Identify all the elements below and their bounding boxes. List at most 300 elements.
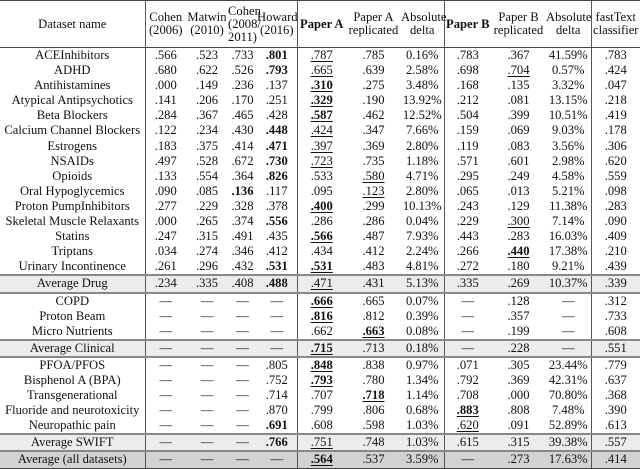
table-row	[0, 169, 640, 184]
value-cell	[228, 293, 257, 309]
cell-value: .531	[265, 259, 288, 274]
cell-value: —	[159, 340, 173, 355]
cell-value: 5.21%	[551, 183, 585, 198]
value-cell	[297, 293, 346, 309]
cell-value: .566	[310, 229, 333, 244]
value-cell	[491, 309, 546, 324]
value-cell	[186, 78, 228, 93]
value-cell	[145, 63, 186, 78]
cell-value: .708	[456, 388, 479, 403]
cell-value: —	[236, 403, 249, 418]
value-cell	[491, 199, 546, 214]
cell-value: .718	[362, 388, 385, 403]
value-cell	[546, 139, 591, 154]
dataset-name: ACEInhibitors	[35, 48, 110, 62]
table-row	[0, 123, 640, 138]
value-cell	[546, 340, 591, 357]
cell-value: .234	[195, 123, 219, 138]
value-cell	[257, 388, 297, 403]
value-cell	[591, 244, 640, 259]
value-cell	[346, 123, 401, 138]
value-cell	[491, 139, 546, 154]
cell-value: 2.80%	[405, 183, 439, 198]
cell-value: —	[159, 403, 173, 418]
value-cell	[591, 169, 640, 184]
value-cell	[346, 259, 401, 275]
value-cell	[444, 451, 491, 468]
table-row	[0, 63, 640, 78]
value-cell	[591, 108, 640, 123]
dataset-name: Transgenerational	[27, 388, 118, 403]
dataset-name-cell	[0, 324, 145, 340]
cell-value: 10.37%	[548, 276, 588, 291]
cell-value: .556	[265, 214, 288, 229]
cell-value: .707	[310, 388, 333, 403]
value-cell	[444, 123, 491, 138]
value-cell	[491, 357, 546, 373]
cell-value: .564	[310, 452, 333, 467]
value-cell	[546, 184, 591, 199]
value-cell	[228, 78, 257, 93]
value-cell	[186, 154, 228, 169]
cell-value: .364	[231, 168, 254, 183]
value-cell	[228, 324, 257, 340]
dataset-name-cell	[0, 434, 145, 451]
value-cell	[297, 403, 346, 418]
cell-value: —	[461, 308, 475, 323]
cell-value: 70.80%	[548, 388, 588, 403]
value-cell	[346, 108, 401, 123]
value-cell	[546, 78, 591, 93]
value-cell	[346, 244, 401, 259]
value-cell	[145, 418, 186, 434]
cell-value: .133	[154, 168, 177, 183]
cell-value: .295	[456, 168, 479, 183]
value-cell	[145, 214, 186, 229]
value-cell	[491, 229, 546, 244]
cell-value: —	[270, 308, 284, 323]
table-row	[0, 229, 640, 244]
cell-value: .369	[362, 138, 385, 153]
cell-value: .838	[362, 357, 385, 372]
value-cell	[346, 309, 401, 324]
value-cell	[145, 184, 186, 199]
cell-value: 3.56%	[551, 138, 585, 153]
value-cell	[401, 388, 444, 403]
cell-value: .448	[265, 123, 288, 138]
dataset-name: Opioids	[52, 168, 93, 183]
cell-value: .135	[507, 78, 530, 93]
cell-value: 3.48%	[405, 78, 439, 93]
cell-value: .713	[362, 340, 385, 355]
cell-value: —	[236, 435, 249, 450]
cell-value: .249	[507, 168, 530, 183]
cell-value: 12.52%	[402, 108, 442, 123]
value-cell	[444, 154, 491, 169]
value-cell	[444, 214, 491, 229]
value-cell	[591, 48, 640, 64]
table-row	[0, 108, 640, 123]
cell-value: 16.03%	[548, 229, 588, 244]
cell-value: .531	[310, 259, 333, 274]
cell-value: .698	[456, 63, 479, 78]
value-cell	[186, 418, 228, 434]
table-row	[0, 48, 640, 64]
value-cell	[257, 48, 297, 64]
value-cell	[228, 388, 257, 403]
value-cell	[401, 357, 444, 373]
value-cell	[546, 259, 591, 275]
value-cell	[186, 48, 228, 64]
value-cell	[444, 388, 491, 403]
value-cell	[257, 214, 297, 229]
cell-value: .315	[195, 229, 219, 244]
value-cell	[346, 78, 401, 93]
cell-value: .390	[604, 403, 627, 418]
value-cell	[145, 48, 186, 64]
value-cell	[401, 199, 444, 214]
value-cell	[186, 184, 228, 199]
value-cell	[491, 451, 546, 468]
cell-value: —	[236, 357, 249, 372]
cell-value: .069	[507, 123, 530, 138]
cell-value: .229	[195, 198, 219, 213]
value-cell	[546, 93, 591, 108]
table-row	[0, 244, 640, 259]
value-cell	[546, 244, 591, 259]
value-cell	[546, 388, 591, 403]
value-cell	[591, 451, 640, 468]
cell-value: .412	[362, 244, 385, 259]
value-cell	[186, 139, 228, 154]
cell-value: .137	[265, 78, 288, 93]
value-cell	[297, 139, 346, 154]
value-cell	[491, 214, 546, 229]
value-cell	[145, 93, 186, 108]
cell-value: .098	[604, 183, 627, 198]
value-cell	[546, 434, 591, 451]
value-cell	[444, 434, 491, 451]
cell-value: .312	[604, 293, 627, 308]
cell-value: .128	[507, 293, 530, 308]
cell-value: .805	[265, 357, 288, 372]
cell-value: —	[236, 323, 249, 338]
table-row	[0, 199, 640, 214]
table-row	[0, 324, 640, 340]
cell-value: .277	[154, 198, 177, 213]
value-cell	[186, 214, 228, 229]
dataset-name-cell	[0, 418, 145, 434]
value-cell	[228, 108, 257, 123]
cell-value: 7.48%	[551, 403, 585, 418]
header-row	[0, 1, 640, 48]
cell-value: .537	[362, 452, 385, 467]
cell-value: —	[270, 323, 284, 338]
dataset-name: ADHD	[54, 63, 91, 78]
cell-value: .369	[507, 372, 530, 387]
value-cell	[186, 324, 228, 340]
cell-value: 0.16%	[405, 48, 439, 62]
cell-value: .300	[507, 214, 530, 229]
cell-value: 0.68%	[405, 403, 439, 418]
dataset-name: Average SWIFT	[30, 435, 114, 450]
value-cell	[591, 324, 640, 340]
dataset-name-cell	[0, 78, 145, 93]
cell-value: 0.57%	[551, 63, 585, 78]
table-row	[0, 373, 640, 388]
value-cell	[401, 214, 444, 229]
value-cell	[591, 434, 640, 451]
dataset-name: NSAIDs	[50, 153, 94, 168]
value-cell	[145, 199, 186, 214]
value-cell	[401, 169, 444, 184]
value-cell	[591, 275, 640, 292]
cell-value: —	[200, 418, 214, 433]
cell-value: 11.38%	[549, 198, 588, 213]
cell-value: 7.93%	[405, 229, 439, 244]
value-cell	[401, 229, 444, 244]
cell-value: .347	[362, 123, 385, 138]
value-cell	[491, 108, 546, 123]
cell-value: —	[461, 323, 475, 338]
value-cell	[145, 340, 186, 357]
cell-value: .071	[456, 357, 479, 372]
value-cell	[401, 123, 444, 138]
cell-value: .528	[195, 153, 219, 168]
column-header: Paper A replicated	[346, 1, 401, 48]
cell-value: 0.97%	[405, 357, 439, 372]
value-cell	[591, 214, 640, 229]
cell-value: .408	[231, 276, 254, 291]
value-cell	[546, 63, 591, 78]
cell-value: .414	[604, 452, 627, 467]
table-row	[0, 403, 640, 418]
cell-value: .117	[265, 183, 288, 198]
value-cell	[401, 63, 444, 78]
value-cell	[297, 388, 346, 403]
value-cell	[297, 123, 346, 138]
value-cell	[491, 373, 546, 388]
value-cell	[491, 259, 546, 275]
cell-value: —	[461, 340, 475, 355]
cell-value: .557	[604, 435, 627, 450]
value-cell	[297, 169, 346, 184]
dataset-name-cell	[0, 451, 145, 468]
value-cell	[546, 229, 591, 244]
value-cell	[257, 357, 297, 373]
dataset-name-cell	[0, 169, 145, 184]
cell-value: .733	[604, 308, 627, 323]
column-header: Matwin (2010)	[186, 1, 228, 48]
cell-value: —	[561, 323, 575, 338]
dataset-name: Urinary Incontinence	[18, 259, 126, 274]
dataset-name-cell	[0, 388, 145, 403]
value-cell	[297, 340, 346, 357]
value-cell	[591, 309, 640, 324]
value-cell	[346, 451, 401, 468]
value-cell	[591, 229, 640, 244]
value-cell	[444, 418, 491, 434]
cell-value: .234	[154, 276, 177, 291]
value-cell	[228, 434, 257, 451]
value-cell	[297, 199, 346, 214]
value-cell	[491, 63, 546, 78]
value-cell	[444, 403, 491, 418]
dataset-name: Average Drug	[36, 276, 108, 291]
cell-value: .329	[310, 93, 333, 108]
value-cell	[401, 139, 444, 154]
dataset-name: Estrogens	[47, 138, 98, 153]
dataset-name-cell	[0, 373, 145, 388]
value-cell	[228, 93, 257, 108]
value-cell	[297, 434, 346, 451]
value-cell	[346, 275, 401, 292]
cell-value: .315	[507, 435, 530, 450]
dataset-name: Micro Nutrients	[31, 323, 113, 338]
column-header: Paper B replicated	[491, 1, 546, 48]
value-cell	[491, 93, 546, 108]
cell-value: .488	[265, 276, 288, 291]
value-cell	[228, 340, 257, 357]
value-cell	[401, 373, 444, 388]
value-cell	[257, 63, 297, 78]
dataset-name: Average Clinical	[29, 340, 115, 355]
value-cell	[546, 275, 591, 292]
cell-value: .730	[265, 153, 288, 168]
value-cell	[257, 139, 297, 154]
cell-value: —	[236, 388, 249, 403]
value-cell	[346, 93, 401, 108]
cell-value: —	[159, 357, 173, 372]
value-cell	[546, 451, 591, 468]
table-row	[0, 139, 640, 154]
dataset-name: Beta Blockers	[36, 108, 108, 123]
value-cell	[186, 451, 228, 468]
average-row	[0, 434, 640, 451]
cell-value: 0.18%	[405, 340, 439, 355]
dataset-name-cell	[0, 63, 145, 78]
cell-value: .440	[507, 244, 530, 259]
value-cell	[591, 184, 640, 199]
cell-value: .299	[362, 198, 385, 213]
cell-value: .199	[507, 323, 530, 338]
cell-value: .243	[456, 198, 479, 213]
cell-value: .704	[507, 63, 530, 78]
dataset-name: Fluoride and neurotoxicity	[5, 403, 140, 418]
cell-value: 9.21%	[551, 259, 585, 274]
cell-value: .083	[507, 138, 530, 153]
value-cell	[228, 139, 257, 154]
value-cell	[491, 169, 546, 184]
cell-value: 5.13%	[405, 276, 439, 291]
cell-value: —	[561, 308, 575, 323]
cell-value: .136	[231, 183, 254, 198]
cell-value: .357	[507, 308, 530, 323]
cell-value: .608	[604, 323, 627, 338]
cell-value: .812	[362, 308, 385, 323]
cell-value: 10.51%	[548, 108, 588, 123]
cell-value: .497	[154, 153, 177, 168]
value-cell	[401, 93, 444, 108]
cell-value: —	[236, 308, 249, 323]
value-cell	[228, 244, 257, 259]
cell-value: .119	[456, 138, 479, 153]
cell-value: .397	[310, 138, 333, 153]
value-cell	[228, 275, 257, 292]
cell-value: 10.13%	[402, 198, 442, 213]
cell-value: .013	[507, 183, 530, 198]
value-cell	[228, 357, 257, 373]
column-header: Howard (2016)	[257, 1, 297, 48]
value-cell	[297, 78, 346, 93]
value-cell	[346, 403, 401, 418]
cell-value: .601	[507, 153, 530, 168]
cell-value: 4.71%	[405, 168, 439, 183]
cell-value: .714	[265, 388, 288, 403]
value-cell	[145, 154, 186, 169]
value-cell	[228, 169, 257, 184]
cell-value: 2.24%	[405, 244, 439, 259]
value-cell	[491, 154, 546, 169]
cell-value: .491	[231, 229, 254, 244]
value-cell	[297, 324, 346, 340]
cell-value: .335	[456, 276, 479, 291]
cell-value: .236	[231, 78, 254, 93]
value-cell	[346, 434, 401, 451]
cell-value: .523	[195, 48, 219, 62]
cell-value: .269	[507, 276, 530, 291]
value-cell	[401, 108, 444, 123]
cell-value: —	[236, 452, 249, 467]
value-cell	[444, 48, 491, 64]
dataset-name-cell	[0, 340, 145, 357]
value-cell	[228, 199, 257, 214]
column-header: Absolute delta	[401, 1, 444, 48]
cell-value: .428	[265, 108, 288, 123]
dataset-name-cell	[0, 293, 145, 309]
cell-value: .715	[310, 340, 333, 355]
cell-value: .663	[362, 323, 385, 338]
cell-value: 0.04%	[405, 214, 439, 229]
dataset-name-cell	[0, 108, 145, 123]
cell-value: —	[236, 293, 249, 308]
value-cell	[346, 48, 401, 64]
cell-value: .206	[195, 93, 219, 108]
value-cell	[186, 169, 228, 184]
cell-value: .183	[154, 138, 177, 153]
value-cell	[186, 259, 228, 275]
value-cell	[297, 93, 346, 108]
cell-value: —	[200, 452, 214, 467]
cell-value: .400	[310, 198, 333, 213]
cell-value: .443	[456, 229, 479, 244]
cell-value: .816	[310, 308, 333, 323]
value-cell	[401, 451, 444, 468]
value-cell	[444, 340, 491, 357]
value-cell	[257, 123, 297, 138]
value-cell	[444, 229, 491, 244]
table-row	[0, 418, 640, 434]
dataset-name-cell	[0, 259, 145, 275]
cell-value: .483	[362, 259, 385, 274]
value-cell	[297, 451, 346, 468]
value-cell	[546, 324, 591, 340]
cell-value: 13.15%	[548, 93, 588, 108]
dataset-name: PFOA/PFOS	[39, 357, 106, 372]
cell-value: —	[270, 293, 284, 308]
value-cell	[546, 48, 591, 64]
cell-value: .751	[310, 435, 333, 450]
